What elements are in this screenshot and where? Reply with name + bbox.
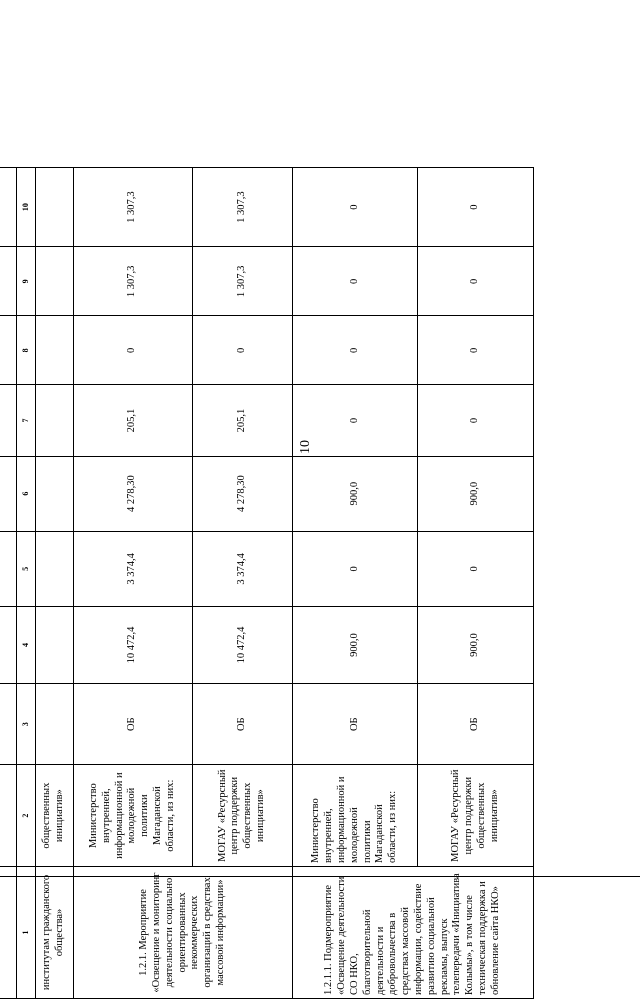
row-executor: общественных инициатив» <box>35 765 73 867</box>
row-source <box>35 684 73 765</box>
row-value: 0 <box>292 531 418 606</box>
row-value: 0 <box>292 247 418 316</box>
row-value: 0 <box>418 316 534 385</box>
row-value <box>35 316 73 385</box>
row-name: институтам гражданского общества» <box>35 866 73 998</box>
row-value <box>35 456 73 531</box>
header-year-2025 <box>0 168 17 247</box>
row-value: 900,0 <box>292 606 418 683</box>
table-row <box>73 168 192 999</box>
row-value: 0 <box>73 316 192 385</box>
header-year-2020 <box>0 531 17 606</box>
row-value: 0 <box>292 316 418 385</box>
col-number: 8 <box>17 316 36 385</box>
col-number: 3 <box>17 684 36 765</box>
header-name <box>0 866 17 998</box>
row-value: 0 <box>418 247 534 316</box>
row-value: 1 307,3 <box>192 247 292 316</box>
row-value: 900,0 <box>418 606 534 683</box>
page-number: 10 <box>298 440 313 454</box>
rotated-table-container <box>0 167 534 999</box>
row-value: 900,0 <box>418 456 534 531</box>
row-value: 0 <box>418 168 534 247</box>
col-number: 5 <box>17 531 36 606</box>
row-value <box>35 168 73 247</box>
row-value <box>35 247 73 316</box>
row-value: 0 <box>292 168 418 247</box>
col-number: 6 <box>17 456 36 531</box>
col-number: 10 <box>17 168 36 247</box>
row-executor: Министерство внутренней, информационной и молодежной политики Магаданской области, из них: <box>73 765 192 867</box>
row-executor: МОГАУ «Ресурсный центр поддержки общественных инициатив» <box>418 765 534 867</box>
row-value <box>35 385 73 456</box>
row-source: ОБ <box>73 684 192 765</box>
row-executor: МОГАУ «Ресурсный центр поддержки общественных инициатив» <box>192 765 292 867</box>
row-name: 1.2.1. Мероприятие «Освещение и мониторинг деятельности социально ориентированных некоммерческих организаций в средствах массовой информации» <box>73 866 292 998</box>
header-executor <box>0 765 17 867</box>
row-name: 1.2.1.1. Подмероприятие «Освещение деятельности СО НКО, благотворительной деятельности и добровольчества в средствах массовой информации, содействие развитию социальной рекламы, выпуск телепередачи «Инициатива Колымы», в том числе техническая поддержка и обновление сайта НКО» <box>292 866 533 998</box>
row-source: ОБ <box>292 684 418 765</box>
row-value: 3 374,4 <box>192 531 292 606</box>
header-year-2024 <box>0 247 17 316</box>
row-source: ОБ <box>192 684 292 765</box>
col-number: 7 <box>17 385 36 456</box>
row-value: 1 307,3 <box>192 168 292 247</box>
row-value: 1 307,3 <box>73 168 192 247</box>
row-executor: Министерство внутренней, информационной и молодежной политики Магаданской области, из них: <box>292 765 418 867</box>
header-year-2021 <box>0 456 17 531</box>
table-row <box>35 168 73 999</box>
col-number: 2 <box>17 765 36 867</box>
row-value: 3 374,4 <box>73 531 192 606</box>
row-value: 10 472,4 <box>192 606 292 683</box>
row-value: 4 278,30 <box>73 456 192 531</box>
row-value: 0 <box>418 531 534 606</box>
table-row <box>292 168 418 999</box>
row-value <box>35 531 73 606</box>
header-year-total <box>0 606 17 683</box>
row-value: 0 <box>292 385 418 456</box>
col-number: 9 <box>17 247 36 316</box>
row-value: 205,1 <box>73 385 192 456</box>
header-year-2023 <box>0 316 17 385</box>
col-number: 4 <box>17 606 36 683</box>
row-value <box>35 606 73 683</box>
row-value: 900,0 <box>292 456 418 531</box>
row-value: 0 <box>192 316 292 385</box>
col-number: 1 <box>17 866 36 998</box>
row-value: 1 307,3 <box>73 247 192 316</box>
financing-table <box>0 167 534 999</box>
header-source <box>0 684 17 765</box>
row-value: 4 278,30 <box>192 456 292 531</box>
header-year-2022 <box>0 385 17 456</box>
row-source: ОБ <box>418 684 534 765</box>
row-value: 0 <box>418 385 534 456</box>
row-value: 205,1 <box>192 385 292 456</box>
row-value: 10 472,4 <box>73 606 192 683</box>
page-bottom-rule <box>0 876 640 877</box>
